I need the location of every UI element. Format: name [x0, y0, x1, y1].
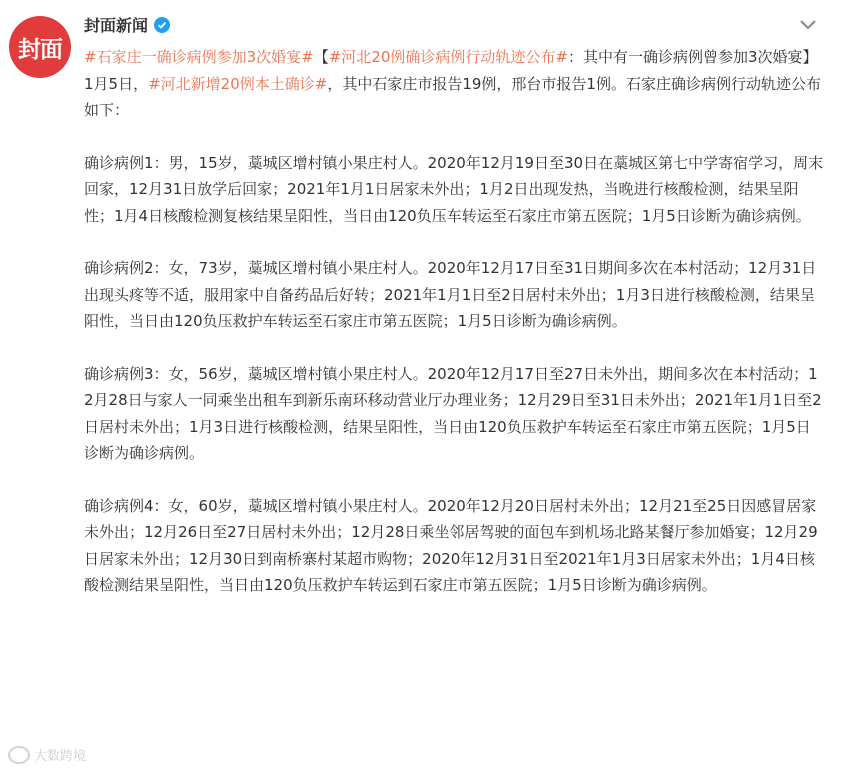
watermark-logo-icon [8, 746, 30, 764]
case-paragraph: 确诊病例4：女，60岁，藁城区增村镇小果庄村人。2020年12月20日居村未外出；12月21至25日因感冒居家未外出；12月26日至27日居村未外出；12月28日乘坐邻居驾驶的面包车到机场北路某餐厅参加婚宴；12月29日居家未外出；12月30日到南桥寨村某超市购物；2020年12月31日至2021年1月3日居家未外出；1月4日核酸检测结果呈阳性，当日由120负压救护车转运到石家庄市第五医院；1月5日诊断为确诊病例。 [84, 496, 818, 594]
hashtag-link[interactable]: #河北20例确诊病例行动轨迹公布# [328, 48, 568, 66]
verified-badge-icon [154, 17, 170, 33]
hashtag-link[interactable]: #石家庄一确诊病例参加3次婚宴# [84, 48, 314, 66]
chevron-down-icon[interactable] [799, 18, 817, 32]
avatar-text: 封面 [18, 36, 62, 63]
case-paragraph: 确诊病例3：女，56岁，藁城区增村镇小果庄村人。2020年12月17日至27日未外出，期间多次在本村活动；12月28日与家人一同乘坐出租车到新乐南环移动营业厅办理业务；12月29日至31日未外出；2021年1月1日至2日居村未外出；1月3日进行核酸检测，结果呈阳性，当日由120负压救护车转运至石家庄市第五医院；1月5日诊断为确诊病例。 [84, 364, 822, 462]
post-header [84, 13, 170, 36]
intro-text: ，其中石家庄市报告19例，邢台市报告1例。石家庄确诊病例行动轨迹公布如下： [84, 74, 821, 119]
avatar[interactable] [9, 16, 71, 78]
post-intro [84, 44, 824, 124]
case-paragraph: 确诊病例2：女，73岁，藁城区增村镇小果庄村人。2020年12月17日至31日期间多次在本村活动；12月31日出现头疼等不适，服用家中自备药品后好转；2021年1月1日至2日居村未外出；1月3日进行核酸检测，结果呈阳性，当日由120负压救护车转运至石家庄市第五医院；1月5日诊断为确诊病例。 [84, 259, 817, 330]
watermark-text: 大数跨境 [34, 749, 87, 764]
post-content [84, 44, 824, 625]
watermark [8, 745, 86, 764]
intro-text: ：其中有一确诊病例曾参加3次婚宴】1月5日， [84, 48, 818, 93]
case-paragraph: 确诊病例1：男，15岁，藁城区增村镇小果庄村人。2020年12月19日至30日在藁城区第七中学寄宿学习，周末回家，12月31日放学后回家；2021年1月1日居家未外出；1月2日出现发热，当晚进行核酸检测，结果呈阳性；1月4日核酸检测复核结果呈阳性，当日由120负压车转运至石家庄市第五医院；1月5日诊断为确诊病例。 [84, 153, 824, 225]
account-name[interactable]: 封面新闻 [84, 16, 149, 35]
hashtag-link[interactable]: #河北新增20例本土确诊# [148, 74, 328, 93]
bracket-open: 【 [313, 48, 329, 66]
